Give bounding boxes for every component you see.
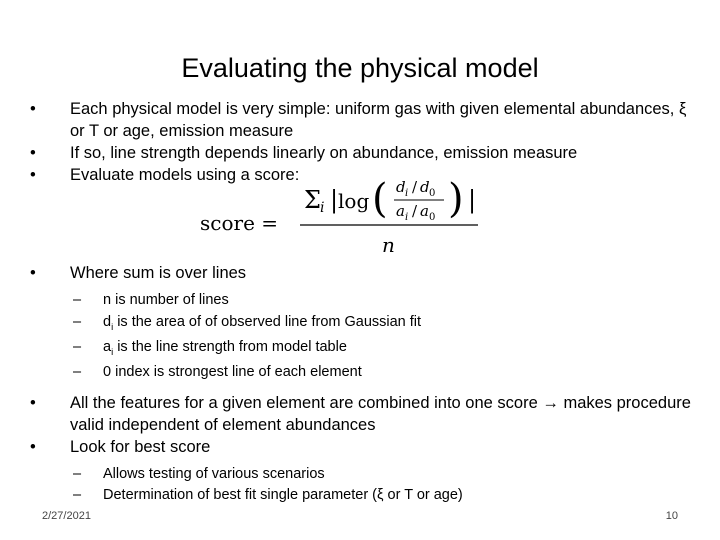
sub-item — [30, 464, 700, 486]
bullet-list — [30, 98, 700, 515]
formula-lhs: score = — [200, 211, 279, 235]
den-a-sub: i — [405, 212, 409, 223]
sub-item — [30, 337, 700, 362]
bullet-dot: • — [30, 393, 36, 412]
sub-text: is the line strength from model table — [113, 338, 347, 355]
abs-bar-left: | — [330, 186, 339, 214]
arrow-right-icon: → — [542, 393, 559, 412]
num-d-sub: i — [405, 188, 409, 199]
bullet-dot: • — [30, 144, 36, 162]
sub-item — [30, 485, 700, 507]
bullet-text: Evaluate models using a score: — [70, 166, 300, 184]
sub-text: Determination of best fit single parameter (ξ or T or age) — [103, 487, 463, 504]
bullet-dot: • — [30, 100, 36, 118]
bullet-dot: • — [30, 437, 36, 456]
dash-glyph: – — [73, 338, 82, 355]
formula-denominator: n — [382, 233, 395, 257]
footer-date: 2/27/2021 — [42, 510, 91, 522]
bullet-text: If so, line strength depends linearly on abundance, emission measure — [70, 144, 578, 162]
sub-text: is the area of of observed line from Gaussian fit — [113, 313, 422, 330]
bullet-dot: • — [30, 264, 36, 282]
den-slash: / — [412, 202, 418, 220]
bullet-text: All the features for a given element are combined into one score — [70, 393, 543, 412]
bullet-text: Each physical model is very simple: uniform gas with given elemental abundances, ξ or T or age, emission measure — [70, 100, 687, 140]
sub-item — [30, 362, 700, 384]
paren-right: ) — [448, 176, 464, 222]
num-d: d — [396, 178, 406, 196]
paren-left: ( — [372, 176, 388, 222]
abs-bar-right: | — [468, 186, 477, 214]
sigma-symbol: Σ — [304, 186, 321, 214]
sigma-index: i — [320, 200, 325, 216]
page-number: 10 — [665, 510, 678, 522]
num-d0: d — [420, 178, 430, 196]
bullet-item — [30, 262, 700, 384]
bullet-text: Look for best score — [70, 437, 211, 456]
den-a0: a — [420, 202, 429, 220]
num-slash: / — [412, 178, 418, 196]
var-sub: i — [111, 345, 114, 357]
log-label: log — [338, 189, 370, 213]
var-sub: i — [111, 320, 114, 332]
bullet-item — [30, 436, 700, 507]
dash-glyph: – — [73, 487, 82, 504]
dash-glyph: – — [73, 313, 82, 330]
bullet-text: makes procedure valid independent of element abundances — [70, 393, 691, 434]
score-formula — [200, 168, 490, 258]
bullet-text: Where sum is over lines — [70, 264, 247, 282]
num-d0-sub: 0 — [429, 188, 436, 199]
sub-text: Allows testing of various scenarios — [103, 465, 325, 482]
slide-title: Evaluating the physical model — [181, 53, 539, 83]
sub-item — [30, 290, 700, 312]
den-a: a — [396, 202, 405, 220]
bullet-item — [30, 392, 700, 436]
bullet-dot: • — [30, 166, 36, 184]
var-a: a — [103, 338, 112, 355]
dash-glyph: – — [73, 465, 82, 482]
sub-text: n is number of lines — [103, 292, 229, 308]
sub-item — [30, 312, 700, 337]
bullet-item — [30, 142, 700, 164]
sub-list — [30, 464, 700, 507]
den-a0-sub: 0 — [429, 212, 436, 223]
sub-text: 0 index is strongest line of each element — [103, 364, 362, 381]
bullet-item — [30, 98, 700, 142]
dash-glyph: – — [73, 292, 82, 308]
dash-glyph: – — [73, 364, 82, 381]
sub-list — [30, 290, 700, 384]
var-d: d — [103, 313, 112, 330]
